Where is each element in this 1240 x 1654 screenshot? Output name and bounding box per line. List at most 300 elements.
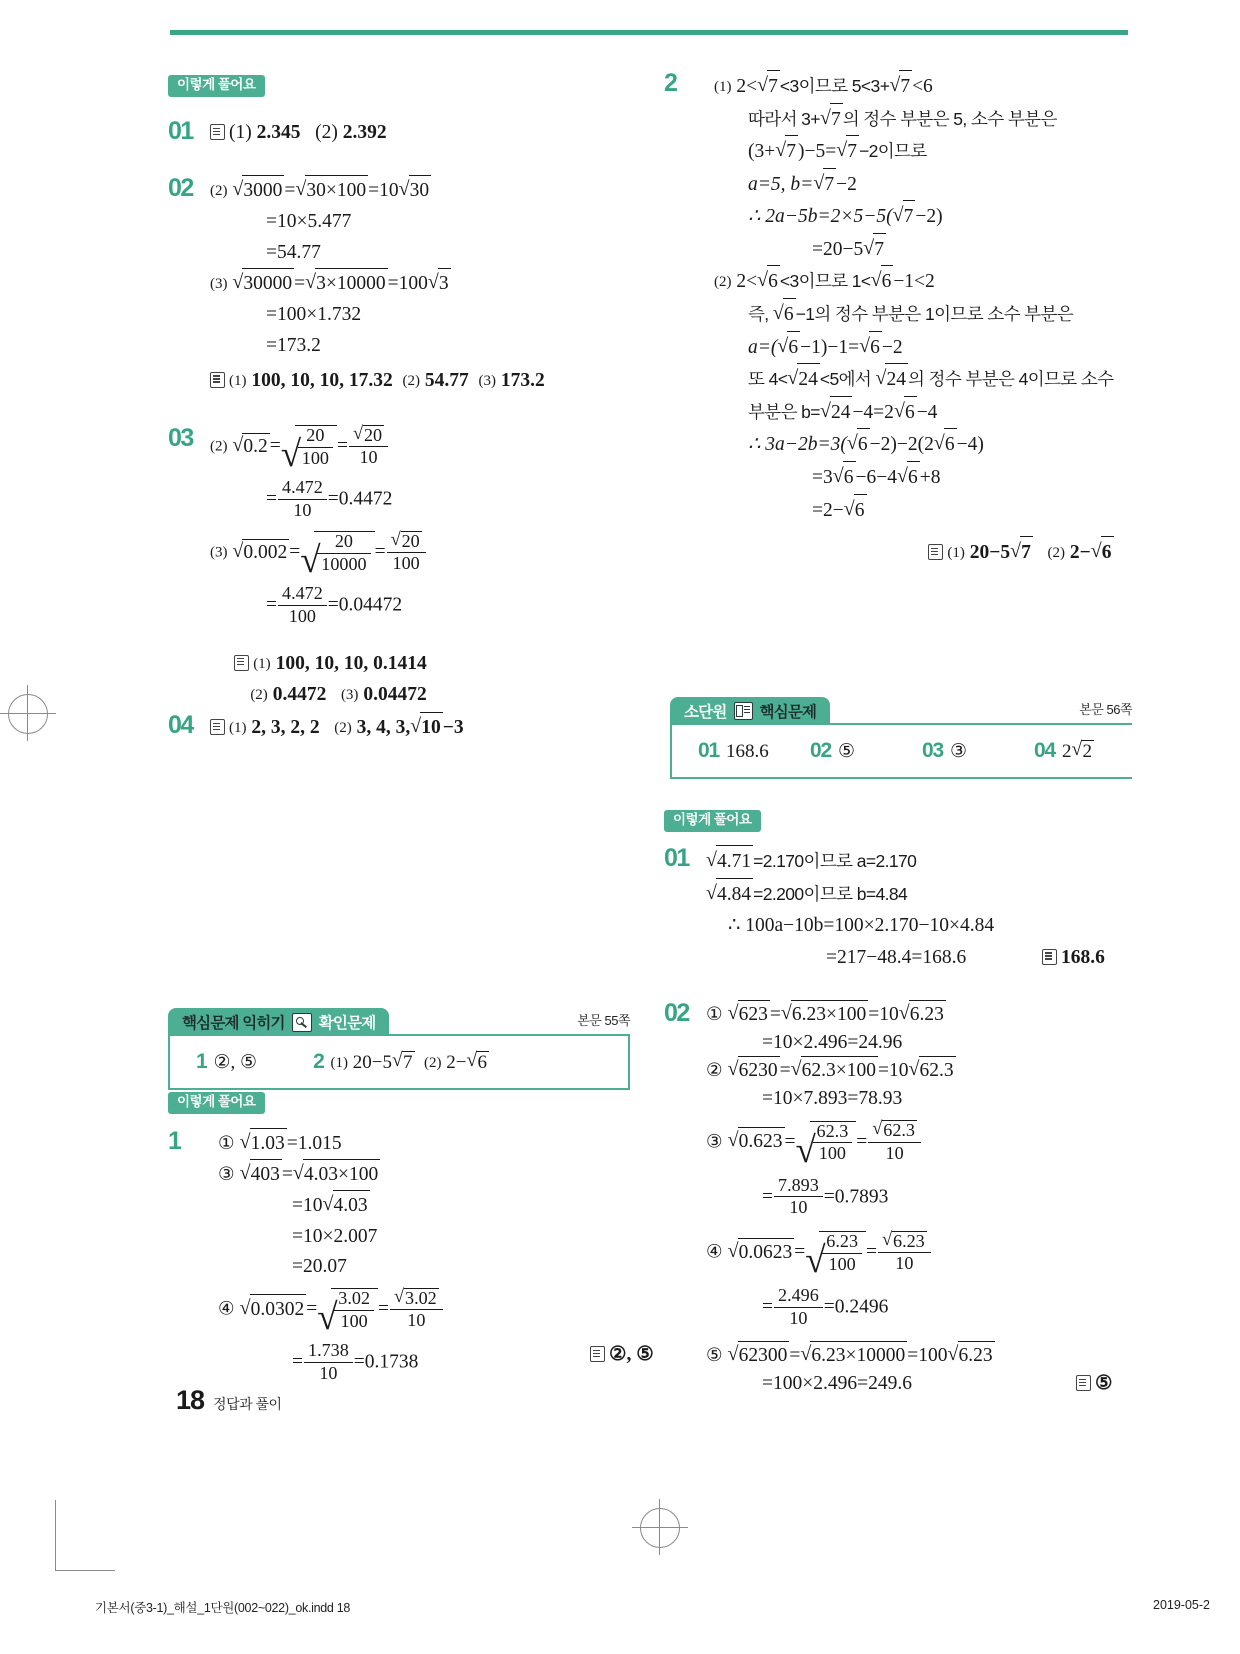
practice-box-rule <box>389 1013 630 1036</box>
fraction-numerator: 2.496 <box>774 1286 823 1308</box>
fraction-numerator: √ 6.23 <box>822 1232 862 1254</box>
answer-key: 03 <box>922 739 943 762</box>
fraction-numerator: √ 3.02 <box>334 1289 374 1311</box>
answer-value-1: 2.345 <box>256 122 301 143</box>
registration-line-left-h <box>0 713 56 714</box>
problem-number: 03 <box>168 424 193 452</box>
answer-value: ②, ⑤ <box>609 1344 654 1366</box>
radicand: 24 <box>830 396 853 429</box>
expr-part: =2.170이므로 a=2.170 <box>753 851 917 871</box>
radicand: 7 <box>785 135 798 168</box>
radicand: 7 <box>767 70 780 103</box>
solution-line <box>706 878 994 911</box>
radicand: 10 <box>420 712 443 744</box>
page-number: 18 <box>176 1385 205 1415</box>
expr-part: −2) <box>915 206 943 228</box>
fraction-denominator: 10 <box>895 1253 914 1274</box>
radicand: 1.03 <box>250 1128 287 1159</box>
radicand: 6 <box>881 265 894 298</box>
answer-icon <box>1076 1375 1091 1391</box>
practice-box-source: 본문 55쪽 <box>577 1013 630 1028</box>
registration-line-bottom-h <box>632 1527 688 1528</box>
answer-value-pre: 2 <box>1061 741 1072 762</box>
answer-label-2: (2) <box>1047 545 1065 562</box>
radicand: 7 <box>403 1052 413 1073</box>
solution-line: = $\frac{1.738}{10}$ =0.1738 ②, ⑤ <box>292 1340 654 1383</box>
radicand: 4.03×100 <box>303 1159 380 1190</box>
problem-number: 02 <box>168 174 193 202</box>
answer-label-1: (1) <box>229 720 247 736</box>
solution-tag-right: 이렇게 풀어요 <box>664 810 761 832</box>
core-box-subtitle: 핵심문제 <box>759 704 817 721</box>
solution-line <box>692 331 1114 364</box>
answer-value: 168.6 <box>1061 946 1105 968</box>
answer-value <box>1062 740 1094 763</box>
answer-label-1: (1) <box>229 122 252 143</box>
practice-answer-item-2 <box>313 1050 489 1074</box>
answer-label-3: (3) <box>340 686 359 703</box>
solution-line <box>692 168 1114 201</box>
expr-part: a=5, b= <box>748 173 814 195</box>
fraction-denominator: 10 <box>789 1197 808 1218</box>
problem-1-solution-left <box>168 1128 658 1384</box>
expr-part: ∴ 3a−2b=3( <box>748 434 847 456</box>
fraction-numerator: 1.738 <box>304 1341 353 1363</box>
radicand: 0.002 <box>242 539 289 566</box>
core-box-title: 소단원 <box>684 704 727 721</box>
answer-key: 04 <box>1034 739 1055 762</box>
answer-value-2: 54.77 <box>424 369 469 391</box>
expr-part: =2− <box>812 499 844 521</box>
crop-mark-bottom-left <box>55 1500 115 1570</box>
solution-line <box>692 103 1114 136</box>
answer-value-2-pre: 2− <box>1069 542 1091 564</box>
radicand: 6 <box>843 461 856 494</box>
expr-part: −4=2 <box>852 401 894 423</box>
radicand: 62.3×100 <box>801 1056 878 1085</box>
fraction-denominator: 10 <box>319 1362 338 1383</box>
answer-label-3: (3) <box>478 372 496 389</box>
solution-line: ③ √ 0.623 = √ $\frac{62.3}{100}$ = √ $\frac{62.3}{10}$ <box>706 1113 995 1165</box>
fraction-numerator: 4.472 <box>278 478 327 500</box>
expr-part: −4) <box>956 434 984 456</box>
solution-line <box>692 298 1114 331</box>
expr-part: 2< <box>736 76 758 97</box>
result-value: 0.2496 <box>834 1296 889 1318</box>
answer-label-1: (1) <box>229 372 247 389</box>
expr-part: =100×2.496=249.6 <box>762 1373 912 1395</box>
radicand: 6.23 <box>909 1000 946 1029</box>
solution-line: =54.77 <box>266 241 321 263</box>
problem-03-left <box>168 425 658 710</box>
fraction-denominator: 10 <box>885 1142 904 1163</box>
core-answer-box <box>670 697 1132 779</box>
footer-file-info: 기본서(중3-1)_해설_1단원(002~022)_ok.indd 18 <box>95 1601 351 1615</box>
answer-line <box>692 526 1114 569</box>
answer-icon <box>210 719 225 735</box>
radicand: 62.3 <box>883 1120 915 1141</box>
answer-expr-1: 20−5 <box>352 1052 393 1073</box>
answer-value: ⑤ <box>837 741 856 762</box>
answer-line <box>210 712 464 744</box>
fraction-denominator: 10 <box>293 499 312 520</box>
radicand: 0.0302 <box>250 1294 307 1325</box>
solution-line: =100×1.732 <box>266 304 362 326</box>
solution-line <box>692 494 1114 527</box>
radicand: 6 <box>783 298 796 331</box>
answer-value-2: 2.392 <box>342 122 387 143</box>
expr-part: 2< <box>736 271 758 293</box>
problem-02-right <box>664 1000 1144 1398</box>
solution-line: ① √ 623 = √ 6.23×100 =10 √ 6.23 <box>706 1000 995 1029</box>
radicand: 7 <box>899 70 912 103</box>
solution-line <box>692 233 1114 266</box>
radicand: 24 <box>885 363 908 396</box>
answer-line <box>210 628 427 679</box>
radicand: 6 <box>477 1052 487 1073</box>
core-answer-item-1 <box>698 739 810 763</box>
top-rule <box>170 30 1128 35</box>
fraction-numerator: √ 62.3 <box>813 1122 853 1144</box>
registration-line-bottom-v <box>659 1499 660 1555</box>
problem-01-right <box>664 845 1144 973</box>
result-value: 0.7893 <box>834 1186 889 1208</box>
solution-line <box>692 135 1114 168</box>
radicand: 6.23 <box>893 1230 925 1251</box>
expr-part: =217−48.4=168.6 <box>826 946 967 968</box>
solution-line: =10×7.893=78.93 <box>762 1088 903 1110</box>
expr-part: =10 <box>878 1060 909 1082</box>
answer-value-3: 173.2 <box>500 369 545 391</box>
answer-value <box>331 1051 489 1074</box>
expr-part: −1의 정수 부분은 1이므로 소수 부분은 <box>795 304 1074 325</box>
answer-label-2: (2) <box>315 122 338 143</box>
expr-part: (3+ <box>748 141 776 163</box>
expr-part: =3 <box>812 466 833 488</box>
answer-icon <box>590 1346 605 1362</box>
answer-sublabel-1: (1) <box>330 1055 349 1071</box>
answer-value-1: 100, 10, 10, 17.32 <box>251 369 393 391</box>
solution-line <box>692 396 1114 429</box>
answer-value-2-post: −3 <box>442 717 464 738</box>
radicand: 6.23×10000 <box>810 1341 907 1370</box>
radicand: 0.0623 <box>738 1238 795 1267</box>
radicand: 7 <box>823 168 836 201</box>
solution-line <box>692 265 1114 298</box>
solution-line: (2) √ 3000 = √ 30×100 =10 √ 30 <box>210 175 545 207</box>
solution-line: ∴ 100a−10b=100×2.170−10×4.84 <box>728 915 995 937</box>
answer-icon <box>210 124 225 140</box>
option-label: ④ <box>706 1241 723 1263</box>
problem-number: 04 <box>168 711 193 739</box>
answer-key: 2 <box>313 1050 324 1073</box>
radicand: 6 <box>907 461 920 494</box>
fraction-numerator: 4.472 <box>278 584 327 606</box>
answer-line <box>210 362 545 397</box>
expr-part: <3이므로 5<3+ <box>779 76 890 96</box>
fraction-denominator: 10 <box>407 1310 426 1331</box>
practice-box-title: 핵심문제 익히기 <box>182 1015 285 1032</box>
radicand: 6.23 <box>958 1341 995 1370</box>
answer-line <box>590 1340 654 1370</box>
expr-part: +8 <box>919 466 941 488</box>
solution-line: (3) √ 30000 = √ 3×10000 =100 √ 3 <box>210 268 545 300</box>
expr-part: =100 <box>907 1345 948 1367</box>
expr-part: −2이므로 <box>859 141 927 162</box>
radicand: 20 <box>363 424 383 445</box>
radicand: 6 <box>1101 536 1114 569</box>
solution-tag-left-top: 이렇게 풀어요 <box>168 75 265 97</box>
answer-value-2: 0.4472 <box>272 683 327 705</box>
answer-label-2: (2) <box>334 720 352 736</box>
answer-key: 01 <box>698 739 719 762</box>
expr-part: −6−4 <box>855 466 897 488</box>
problem-02-left <box>168 175 658 397</box>
expr-part: −1)−1= <box>800 336 860 358</box>
problem-number: 2 <box>664 69 677 97</box>
answer-key: 02 <box>810 739 831 762</box>
solution-line: =173.2 <box>266 334 321 356</box>
solution-line: =10×5.477 <box>266 210 352 232</box>
fraction-denominator: 100 <box>828 1253 856 1274</box>
solution-line <box>706 845 994 878</box>
core-answer-item-4 <box>1034 739 1094 763</box>
expr-part: 의 정수 부분은 4이므로 소수 <box>907 369 1114 390</box>
solution-line: ③ √ 403 = √ 4.03×100 <box>196 1159 444 1190</box>
fraction-denominator: 10 <box>789 1307 808 1328</box>
answer-expr-2: 2− <box>446 1052 467 1073</box>
option-label: ① <box>706 1004 723 1025</box>
solution-line <box>706 1370 1113 1398</box>
core-box-source: 본문 56쪽 <box>1079 702 1132 717</box>
answer-line <box>1042 942 1105 974</box>
registration-mark-bottom <box>640 1508 680 1548</box>
practice-answer-box <box>168 1008 630 1090</box>
sub-label: (3) <box>210 544 228 561</box>
footer-date: 2019-05-2 <box>1153 1598 1210 1612</box>
answer-value: ⑤ <box>1095 1373 1113 1395</box>
radicand: 0.2 <box>242 433 269 460</box>
radicand: 6 <box>854 494 867 527</box>
fraction-denominator: 100 <box>340 1310 368 1331</box>
fraction-denominator: 100 <box>818 1143 846 1164</box>
sub-label: (1) <box>714 79 732 95</box>
registration-line-left-v <box>27 685 28 741</box>
solution-line: = $\frac{2.496}{10}$ =0.2496 <box>762 1285 889 1328</box>
radicand: 6 <box>944 428 957 461</box>
problem-number: 01 <box>664 844 689 872</box>
expr-part: −2 <box>881 336 903 358</box>
expr-part: =20−5 <box>812 238 864 260</box>
fraction-numerator: 7.893 <box>774 1176 823 1198</box>
solution-line <box>692 461 1114 494</box>
fraction-denominator: 100 <box>301 447 329 468</box>
option-label: ③ <box>218 1164 235 1186</box>
answer-value: 168.6 <box>725 741 769 762</box>
result-value: 0.04472 <box>338 595 403 617</box>
expr-part: <5에서 <box>819 369 876 390</box>
result-value: 0.4472 <box>338 488 393 510</box>
expr-part: )−5= <box>798 141 837 163</box>
expr-part: <3이므로 1< <box>779 271 871 292</box>
radicand: 6230 <box>738 1056 780 1085</box>
solution-line <box>692 363 1114 396</box>
radicand: 403 <box>250 1159 282 1190</box>
option-label: ① <box>218 1133 235 1154</box>
page-label: 정답과 풀이 <box>213 1396 282 1412</box>
practice-box-header <box>168 1008 630 1036</box>
problem-04-left <box>168 712 658 744</box>
expr-part: 의 정수 부분은 5, 소수 부분은 <box>842 108 1057 129</box>
radicand: 7 <box>1020 536 1033 569</box>
answer-value: ③ <box>949 741 968 762</box>
doc-icon <box>734 702 753 720</box>
answer-value-1-pre: 20−5 <box>969 542 1011 564</box>
key-icon <box>292 1013 312 1032</box>
fraction-numerator: √ 20 <box>317 532 370 554</box>
practice-answer-item-1 <box>196 1050 257 1074</box>
solution-line: = $\frac{7.893}{10}$ =0.7893 <box>762 1174 889 1218</box>
answer-value-1: 100, 10, 10, 0.1414 <box>275 652 427 674</box>
solution-line: =20.07 <box>292 1255 347 1277</box>
solution-line: ⑤ √ 62300 = √ 6.23×10000 =100 √ 6.23 <box>706 1329 995 1370</box>
solution-line: ④ √ 0.0623 = √ $\frac{6.23}{100}$ = √ $\frac{6.23}{10}$ <box>706 1219 995 1275</box>
answer-label-1: (1) <box>947 545 965 562</box>
solution-line: ① √ 1.03 =1.015 <box>196 1128 444 1159</box>
sub-label: (2) <box>210 438 228 455</box>
fraction-denominator: 100 <box>288 606 316 627</box>
practice-box-tab <box>168 1008 389 1036</box>
registration-mark-left <box>8 694 48 734</box>
expr-part: −2 <box>836 173 857 195</box>
problem-number: 01 <box>168 117 193 145</box>
solution-line: =10×2.496=24.96 <box>762 1031 903 1053</box>
core-box-tab <box>670 697 830 725</box>
expr-part: =2.200이므로 b=4.84 <box>753 883 908 904</box>
radicand: 4.03 <box>333 1190 370 1221</box>
answer-icon <box>210 372 225 388</box>
radicand: 62300 <box>738 1341 790 1370</box>
radicand: 6 <box>857 428 870 461</box>
option-label: ④ <box>218 1298 235 1320</box>
expr-part: 즉, <box>748 304 773 325</box>
radicand: 24 <box>797 363 820 396</box>
solution-line: =10 √ 4.03 <box>196 1190 444 1221</box>
solution-line: (2) √ 0.2 = √ $\frac{20}{100}$ = √ $\frac{20}{10}$ <box>210 425 427 469</box>
core-answer-row <box>672 739 1132 763</box>
solution-line <box>706 942 1105 974</box>
radicand: 6 <box>869 331 882 364</box>
practice-answer-row <box>170 1050 628 1074</box>
radicand: 2 <box>1082 741 1092 762</box>
answer-key: 1 <box>196 1050 207 1073</box>
core-box-body <box>670 725 1132 779</box>
radicand: 4.71 <box>716 845 753 878</box>
answer-label-2: (2) <box>250 686 268 703</box>
core-answer-item-2 <box>810 739 922 763</box>
solution-line: ④ √ 0.0302 = √ $\frac{3.02}{100}$ = √ $\frac{3.02}{10}$ <box>196 1282 444 1332</box>
answer-line <box>210 679 427 710</box>
expr-part: 따라서 3+ <box>748 108 820 129</box>
expr-part: 또 4< <box>748 369 788 390</box>
solution-line <box>692 428 1114 461</box>
answer-line <box>1076 1370 1112 1398</box>
radicand: 4.84 <box>716 878 753 911</box>
expr-part: <6 <box>912 76 933 97</box>
answer-value-2-pre: 3, 4, 3, <box>356 717 411 738</box>
fraction-numerator: √ 20 <box>298 426 333 448</box>
radicand: 7 <box>846 135 859 168</box>
radicand: 0.623 <box>738 1127 785 1156</box>
fraction-denominator: 10 <box>359 447 378 468</box>
radicand: 62.3 <box>919 1056 956 1085</box>
answer-label-1: (1) <box>253 655 271 672</box>
radicand: 6.23×100 <box>791 1000 868 1029</box>
answer-value-1: 2, 3, 2, 2 <box>251 717 320 738</box>
answer-label-2: (2) <box>402 372 420 389</box>
answer-icon <box>234 655 249 671</box>
option-label: ③ <box>706 1131 723 1153</box>
expr-part: a=( <box>748 336 778 358</box>
sub-label: (2) <box>714 274 732 291</box>
fraction-denominator: 10000 <box>321 553 367 574</box>
expr-part: 부분은 b= <box>748 401 820 422</box>
answer-icon <box>928 544 943 560</box>
expr-part: −1<2 <box>893 271 935 293</box>
solution-line: ② √ 6230 = √ 62.3×100 =10 √ 62.3 <box>706 1056 995 1085</box>
page-number-block <box>176 1385 282 1416</box>
solution-line <box>692 200 1114 233</box>
result-value: 0.1738 <box>364 1351 419 1373</box>
radicand: 6 <box>904 396 917 429</box>
answer-value: ②, ⑤ <box>213 1052 258 1073</box>
problem-number: 02 <box>664 999 689 1027</box>
radicand: 3.02 <box>405 1287 437 1308</box>
core-box-header <box>670 697 1132 725</box>
radicand: 623 <box>738 1000 770 1029</box>
problem-01-left <box>168 118 658 149</box>
expr-part: ∴ 2a−5b=2×5−5( <box>748 206 893 228</box>
practice-box-body <box>168 1036 630 1090</box>
radicand: 6 <box>767 265 780 298</box>
answer-icon <box>1042 949 1057 965</box>
expr-part: −4 <box>916 401 938 423</box>
expr-part: −2)−2(2 <box>869 434 934 456</box>
solution-line: = $\frac{4.472}{100}$ =0.04472 <box>266 583 403 627</box>
radicand: 7 <box>830 103 843 136</box>
solution-line: =10×2.007 <box>292 1225 378 1247</box>
option-label: ⑤ <box>706 1345 723 1367</box>
solution-line: (3) √ 0.002 = √ $\frac{20}{10000}$ = √ $\frac{20}{100}$ <box>210 521 427 575</box>
solution-line <box>692 70 1114 103</box>
radicand: 7 <box>873 233 886 266</box>
core-box-rule <box>830 702 1132 725</box>
expr-part: =10 <box>868 1004 899 1025</box>
core-answer-item-3 <box>922 739 1034 763</box>
solution-line: = $\frac{4.472}{10}$ =0.4472 <box>266 477 393 520</box>
radicand: 20 <box>401 530 420 551</box>
answer-value-3: 0.04472 <box>363 683 427 705</box>
problem-2-right <box>664 70 1144 569</box>
radicand: 7 <box>903 200 916 233</box>
result-value: 1.015 <box>297 1133 342 1154</box>
answer-sublabel-2: (2) <box>424 1055 442 1071</box>
problem-number: 1 <box>168 1127 181 1155</box>
practice-box-subtitle: 확인문제 <box>318 1015 376 1032</box>
option-label: ② <box>706 1060 723 1082</box>
fraction-denominator: 100 <box>392 553 420 574</box>
solution-tag-left-bottom: 이렇게 풀어요 <box>168 1092 265 1114</box>
